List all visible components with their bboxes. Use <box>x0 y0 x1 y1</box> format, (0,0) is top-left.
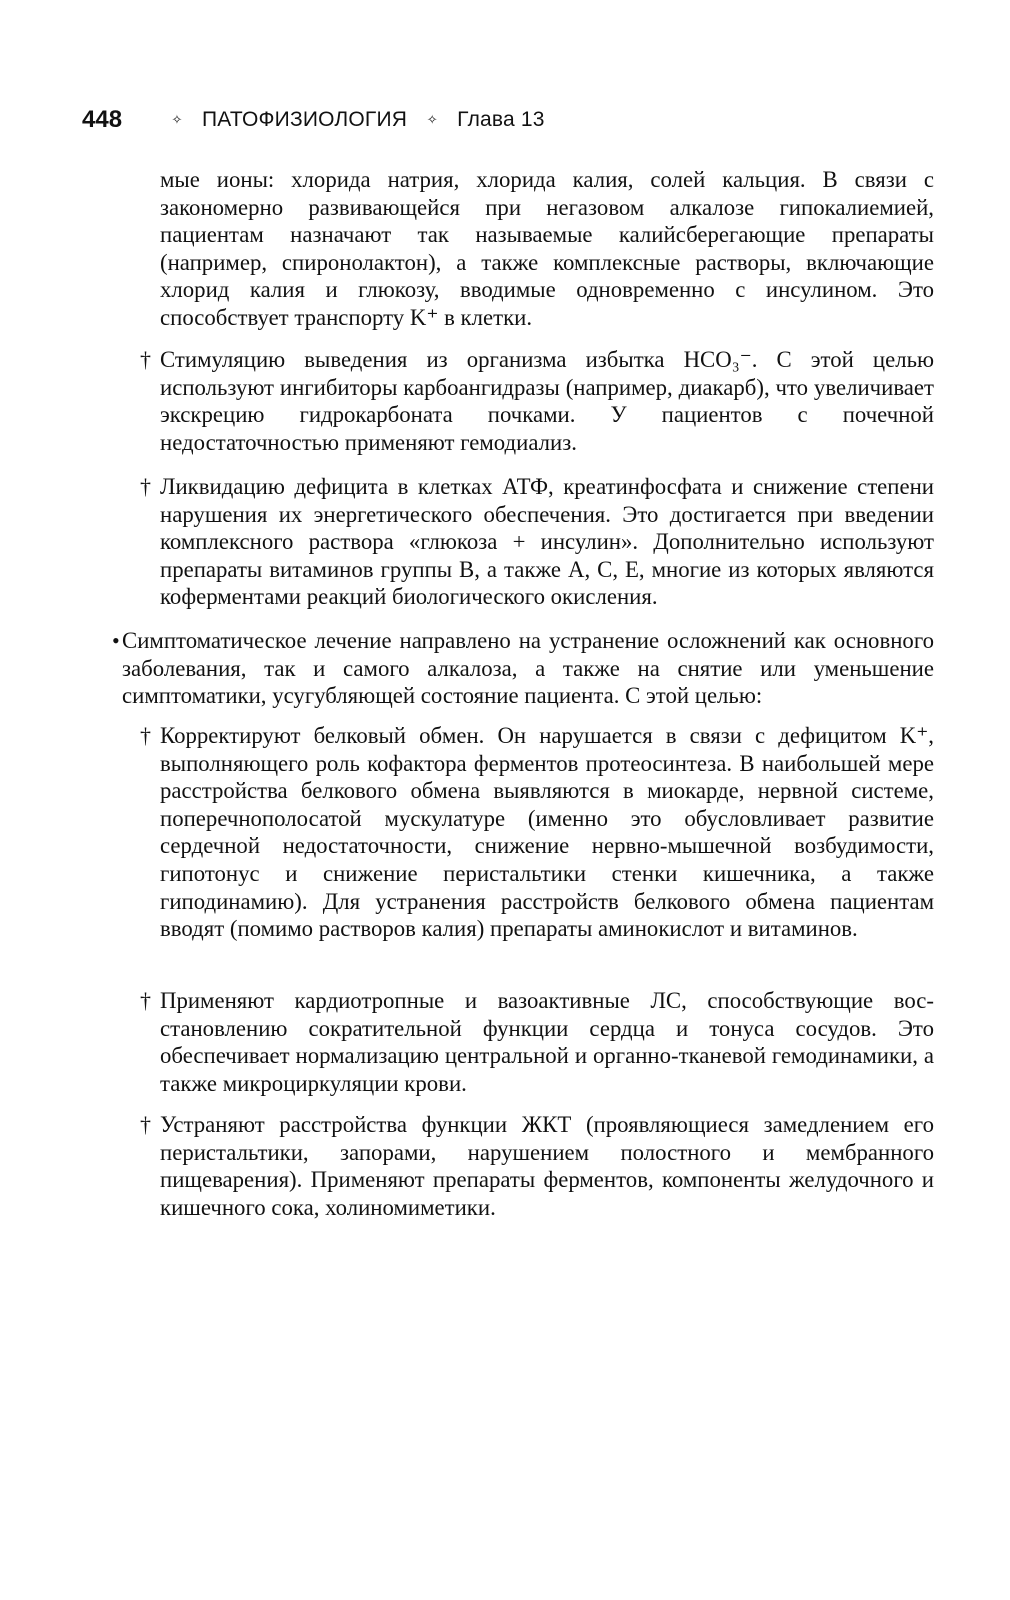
dagger-marker: † <box>140 1112 151 1137</box>
list-item: Корректируют белковый обмен. Он нарушается в связи с дефицитом K⁺, выполняющего роль кофактора ферментов протеосинтеза. В наибольшей мере расстройства белкового обмена выявляются в миокарде, нервной системе, поперечнополосатой мускулатуре (именно это обусловливает развитие сердечной недостаточности, снижение нервно-мышечной возбудимости, гипотонус и снижение перистальтики стенки кишечника, а также гиподинамию). Для устранения расстройств белкового обмена пациентам вводят (помимо растворов калия) препараты аминокислот и витаминов. <box>160 723 934 942</box>
bullet-marker: • <box>112 628 120 653</box>
dagger-marker: † <box>140 474 151 499</box>
running-header <box>82 100 545 140</box>
list-item: Ликвидацию дефицита в клетках АТФ, креатинфосфата и снижение степени нарушения их энергетического обеспечения. Это достигается при введении комплексного раствора «глюкоза + инсулин». Дополнительно используют препараты витаминов группы B, а также A, C, E, многие из которых являются коферментами реакций биологического окисления. <box>160 474 934 610</box>
book-title: ПАТОФИЗИОЛОГИЯ <box>202 108 408 131</box>
intro-paragraph: мые ионы: хлорида натрия, хлорида калия, солей кальция. В связи с закономерно развивающейся при негазовом алкалозе гипокалиемией, пациентам назначают так называемые калийсберегающие препараты (например, спиронолактон), а также комплексные растворы, включающие хлорид калия и глюкозу, вводимые одновременно с инсулином. Это способствует транспорту K⁺ в клетки. <box>160 167 934 330</box>
list-item: Устраняют расстройства функции ЖКТ (проявляющиеся замедлением его перистальтики, запорами, нарушением полостного и мембранного пищеварения). Применяют препараты ферментов, компоненты желудочного и кишечного сока, холиномиметики. <box>160 1112 934 1220</box>
page-number: 448 <box>82 106 123 133</box>
dagger-marker: † <box>140 988 151 1013</box>
dagger-marker: † <box>140 347 151 372</box>
symptomatic-paragraph: Симптоматическое лечение направлено на устранение осложнений как основного заболевания, так и самого алкалоза, а также на снятие или уменьшение симптоматики, усугубляющей состояние пациента. С этой целью: <box>122 628 934 709</box>
list-item: Стимуляцию выведения из организма избытка HCO₃⁻. С этой целью используют ингибиторы карбоангидразы (например, диакарб), что увеличивает экскрецию гидрокарбоната почками. У пациентов с почечной недостаточностью применяют гемодиализ. <box>160 347 934 455</box>
diamond-separator-icon: ✧ <box>426 112 438 127</box>
chapter-label: Глава 13 <box>457 108 545 131</box>
list-item: Применяют кардиотропные и вазоактивные ЛС, способствующие восстановлению сократительной функции сердца и тонуса сосудов. Это обеспечивает нормализацию центральной и органно-тканевой гемодинамики, а также микроциркуляции крови. <box>160 988 934 1096</box>
diamond-separator-icon: ✧ <box>171 112 183 127</box>
dagger-marker: † <box>140 723 151 748</box>
